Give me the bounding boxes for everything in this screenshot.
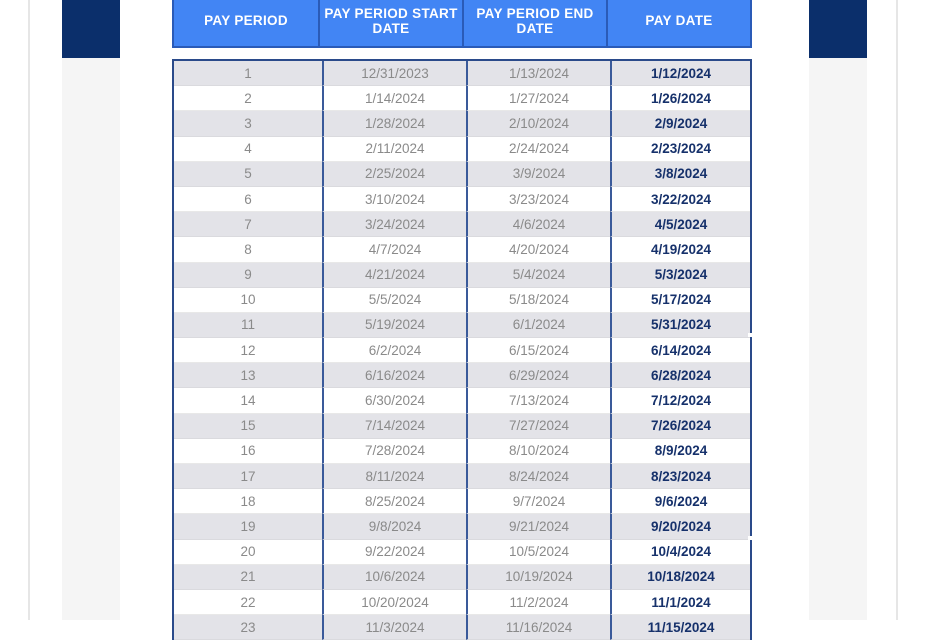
cell-pay-period-start-date: 10/20/2024 [322, 590, 466, 615]
cell-pay-period: 1 [174, 61, 322, 86]
table-row [174, 288, 750, 313]
cell-pay-period-end-date: 1/27/2024 [466, 86, 610, 111]
table-row [174, 263, 750, 288]
payroll-calendar-table [172, 59, 752, 640]
cell-pay-period-end-date: 6/29/2024 [466, 363, 610, 388]
cell-pay-period-end-date: 2/10/2024 [466, 111, 610, 136]
cell-pay-period-end-date: 9/7/2024 [466, 489, 610, 514]
cell-pay-date: 4/5/2024 [610, 212, 750, 237]
cell-pay-period-end-date: 3/23/2024 [466, 187, 610, 212]
cell-pay-date: 7/26/2024 [610, 414, 750, 439]
column-header-pay-period-end-date: PAY PERIOD END DATE [464, 0, 608, 48]
cell-pay-date: 5/17/2024 [610, 288, 750, 313]
table-row [174, 61, 750, 86]
cell-pay-period: 17 [174, 464, 322, 489]
table-row [174, 162, 750, 187]
cell-pay-date: 5/31/2024 [610, 313, 750, 338]
page-break-marker-2 [748, 536, 753, 540]
table-row [174, 137, 750, 162]
page-edge-right [896, 0, 898, 620]
cell-pay-date: 1/26/2024 [610, 86, 750, 111]
cell-pay-period: 19 [174, 514, 322, 539]
cell-pay-date: 5/3/2024 [610, 263, 750, 288]
cell-pay-period-start-date: 8/25/2024 [322, 489, 466, 514]
cell-pay-period-start-date: 12/31/2023 [322, 61, 466, 86]
cell-pay-period-start-date: 10/6/2024 [322, 565, 466, 590]
table-row [174, 187, 750, 212]
cell-pay-date: 10/18/2024 [610, 565, 750, 590]
table-row [174, 514, 750, 539]
cell-pay-period-end-date: 10/19/2024 [466, 565, 610, 590]
cell-pay-period: 23 [174, 615, 322, 640]
cell-pay-date: 2/23/2024 [610, 137, 750, 162]
cell-pay-date: 8/23/2024 [610, 464, 750, 489]
cell-pay-period: 7 [174, 212, 322, 237]
cell-pay-period-end-date: 2/24/2024 [466, 137, 610, 162]
cell-pay-period-end-date: 11/2/2024 [466, 590, 610, 615]
cell-pay-period-start-date: 2/25/2024 [322, 162, 466, 187]
cell-pay-date: 1/12/2024 [610, 61, 750, 86]
cell-pay-date: 2/9/2024 [610, 111, 750, 136]
cell-pay-date: 4/19/2024 [610, 237, 750, 262]
cell-pay-period-start-date: 6/30/2024 [322, 388, 466, 413]
cell-pay-date: 10/4/2024 [610, 540, 750, 565]
cell-pay-date: 8/9/2024 [610, 439, 750, 464]
table-row [174, 565, 750, 590]
cell-pay-period-end-date: 11/16/2024 [466, 615, 610, 640]
cell-pay-period-end-date: 9/21/2024 [466, 514, 610, 539]
column-header-pay-period: PAY PERIOD [172, 0, 320, 48]
cell-pay-period-end-date: 8/24/2024 [466, 464, 610, 489]
cell-pay-period-start-date: 6/2/2024 [322, 338, 466, 363]
navy-accent-block-left [62, 0, 120, 58]
table-row [174, 590, 750, 615]
cell-pay-period-end-date: 7/13/2024 [466, 388, 610, 413]
cell-pay-date: 3/8/2024 [610, 162, 750, 187]
cell-pay-date: 11/1/2024 [610, 590, 750, 615]
cell-pay-period: 15 [174, 414, 322, 439]
cell-pay-period-start-date: 1/28/2024 [322, 111, 466, 136]
cell-pay-date: 6/14/2024 [610, 338, 750, 363]
cell-pay-period: 14 [174, 388, 322, 413]
cell-pay-period-start-date: 3/24/2024 [322, 212, 466, 237]
cell-pay-period-end-date: 6/1/2024 [466, 313, 610, 338]
cell-pay-period: 10 [174, 288, 322, 313]
cell-pay-date: 9/6/2024 [610, 489, 750, 514]
cell-pay-period-end-date: 7/27/2024 [466, 414, 610, 439]
cell-pay-period: 16 [174, 439, 322, 464]
cell-pay-period-end-date: 8/10/2024 [466, 439, 610, 464]
cell-pay-period: 5 [174, 162, 322, 187]
column-header-pay-date: PAY DATE [608, 0, 752, 48]
cell-pay-period-end-date: 10/5/2024 [466, 540, 610, 565]
cell-pay-period-start-date: 5/19/2024 [322, 313, 466, 338]
cell-pay-period-end-date: 5/4/2024 [466, 263, 610, 288]
cell-pay-period: 2 [174, 86, 322, 111]
right-margin-band [809, 0, 867, 620]
cell-pay-period-end-date: 4/20/2024 [466, 237, 610, 262]
cell-pay-period-start-date: 7/14/2024 [322, 414, 466, 439]
cell-pay-period-start-date: 8/11/2024 [322, 464, 466, 489]
cell-pay-period-start-date: 11/3/2024 [322, 615, 466, 640]
cell-pay-period: 22 [174, 590, 322, 615]
cell-pay-period-start-date: 4/7/2024 [322, 237, 466, 262]
table-row [174, 212, 750, 237]
cell-pay-period: 6 [174, 187, 322, 212]
cell-pay-period: 3 [174, 111, 322, 136]
cell-pay-period: 21 [174, 565, 322, 590]
cell-pay-period-start-date: 2/11/2024 [322, 137, 466, 162]
table-row [174, 338, 750, 363]
cell-pay-period-start-date: 7/28/2024 [322, 439, 466, 464]
cell-pay-date: 3/22/2024 [610, 187, 750, 212]
table-row [174, 489, 750, 514]
page-break-marker-1 [748, 333, 753, 337]
column-header-pay-period-start-date: PAY PERIOD START DATE [320, 0, 464, 48]
page-edge-left [28, 0, 30, 620]
cell-pay-date: 7/12/2024 [610, 388, 750, 413]
cell-pay-period-end-date: 5/18/2024 [466, 288, 610, 313]
cell-pay-period-start-date: 4/21/2024 [322, 263, 466, 288]
cell-pay-period: 20 [174, 540, 322, 565]
cell-pay-period: 4 [174, 137, 322, 162]
cell-pay-date: 6/28/2024 [610, 363, 750, 388]
cell-pay-period: 9 [174, 263, 322, 288]
cell-pay-period-start-date: 3/10/2024 [322, 187, 466, 212]
cell-pay-period-start-date: 9/22/2024 [322, 540, 466, 565]
cell-pay-period-start-date: 9/8/2024 [322, 514, 466, 539]
cell-pay-period: 13 [174, 363, 322, 388]
cell-pay-date: 9/20/2024 [610, 514, 750, 539]
cell-pay-period: 18 [174, 489, 322, 514]
cell-pay-period-end-date: 4/6/2024 [466, 212, 610, 237]
table-row [174, 363, 750, 388]
table-row [174, 86, 750, 111]
cell-pay-period-end-date: 1/13/2024 [466, 61, 610, 86]
left-margin-band [62, 0, 120, 620]
cell-pay-date: 11/15/2024 [610, 615, 750, 640]
cell-pay-period-start-date: 6/16/2024 [322, 363, 466, 388]
cell-pay-period-start-date: 1/14/2024 [322, 86, 466, 111]
cell-pay-period: 12 [174, 338, 322, 363]
table-row [174, 414, 750, 439]
table-row [174, 464, 750, 489]
table-header-row [172, 0, 752, 48]
cell-pay-period-end-date: 6/15/2024 [466, 338, 610, 363]
cell-pay-period-start-date: 5/5/2024 [322, 288, 466, 313]
table-row [174, 615, 750, 640]
table-row [174, 313, 750, 338]
table-row [174, 237, 750, 262]
cell-pay-period: 8 [174, 237, 322, 262]
table-row [174, 439, 750, 464]
table-row [174, 111, 750, 136]
cell-pay-period: 11 [174, 313, 322, 338]
navy-accent-block-right [809, 0, 867, 58]
table-row [174, 388, 750, 413]
cell-pay-period-end-date: 3/9/2024 [466, 162, 610, 187]
table-row [174, 540, 750, 565]
